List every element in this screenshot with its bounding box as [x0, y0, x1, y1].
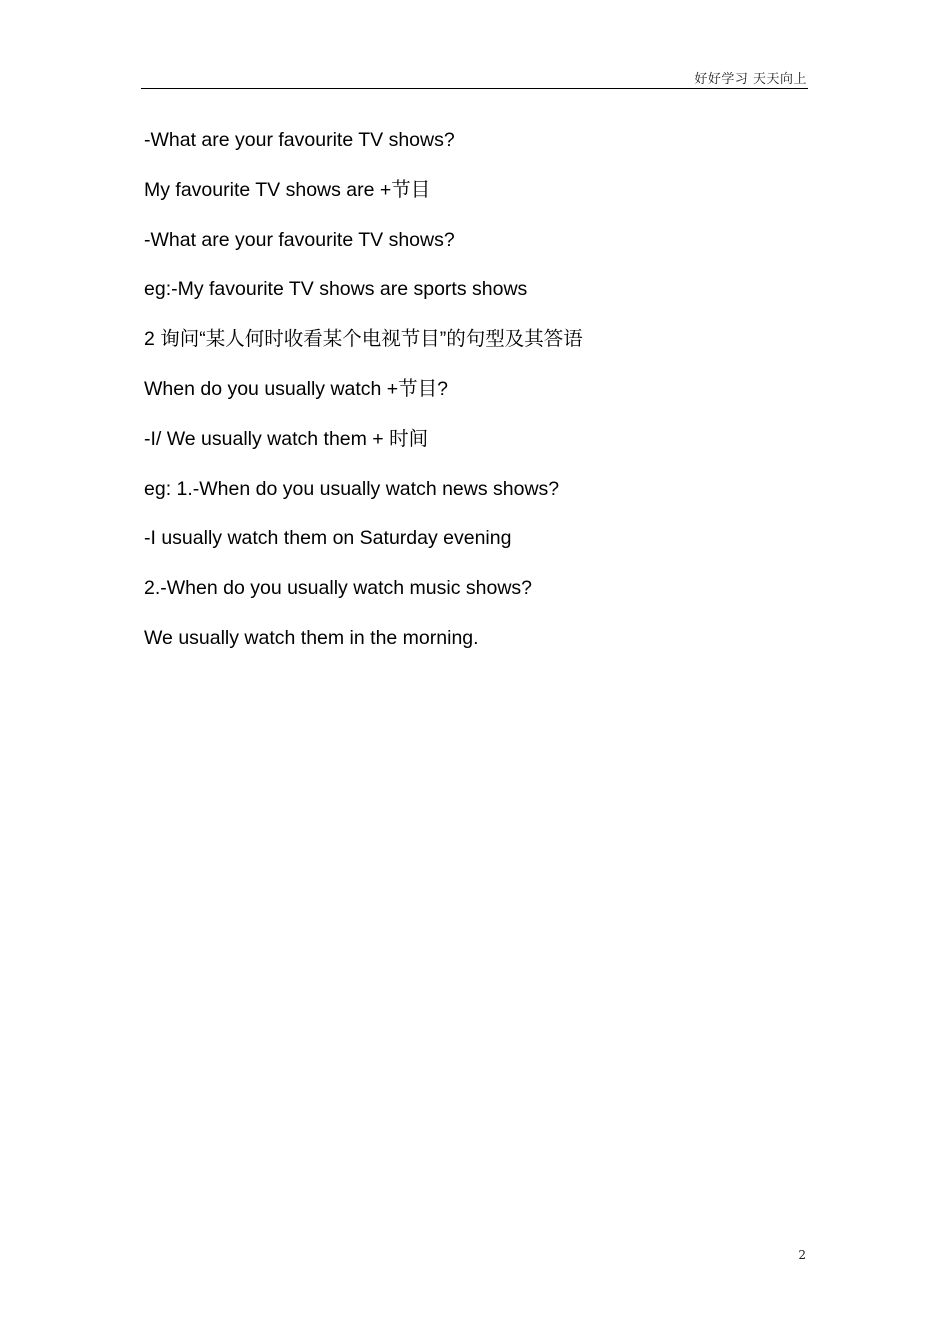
text-line: eg: 1.-When do you usually watch news shows? — [144, 477, 560, 500]
text-line: -What are your favourite TV shows? — [144, 228, 455, 251]
text-line: My favourite TV shows are +节目 — [144, 178, 431, 201]
header-rule — [141, 88, 808, 89]
text-line: -What are your favourite TV shows? — [144, 129, 455, 151]
text-line: When do you usually watch +节目? — [144, 377, 449, 400]
document-body — [144, 126, 804, 674]
text-line: -I usually watch them on Saturday evening — [144, 527, 512, 550]
text-line: -I/ We usually watch them + 时间 — [144, 427, 429, 450]
page-number: 2 — [798, 1248, 806, 1262]
header-motto: 好好学习 天天向上 — [694, 72, 807, 87]
section-heading: 2 询问“某人何时收看某个电视节目”的句型及其答语 — [144, 328, 583, 351]
text-line: We usually watch them in the morning. — [144, 626, 479, 649]
text-line: eg:-My favourite TV shows are sports shows — [144, 278, 528, 301]
text-line: 2.-When do you usually watch music shows? — [144, 577, 533, 600]
